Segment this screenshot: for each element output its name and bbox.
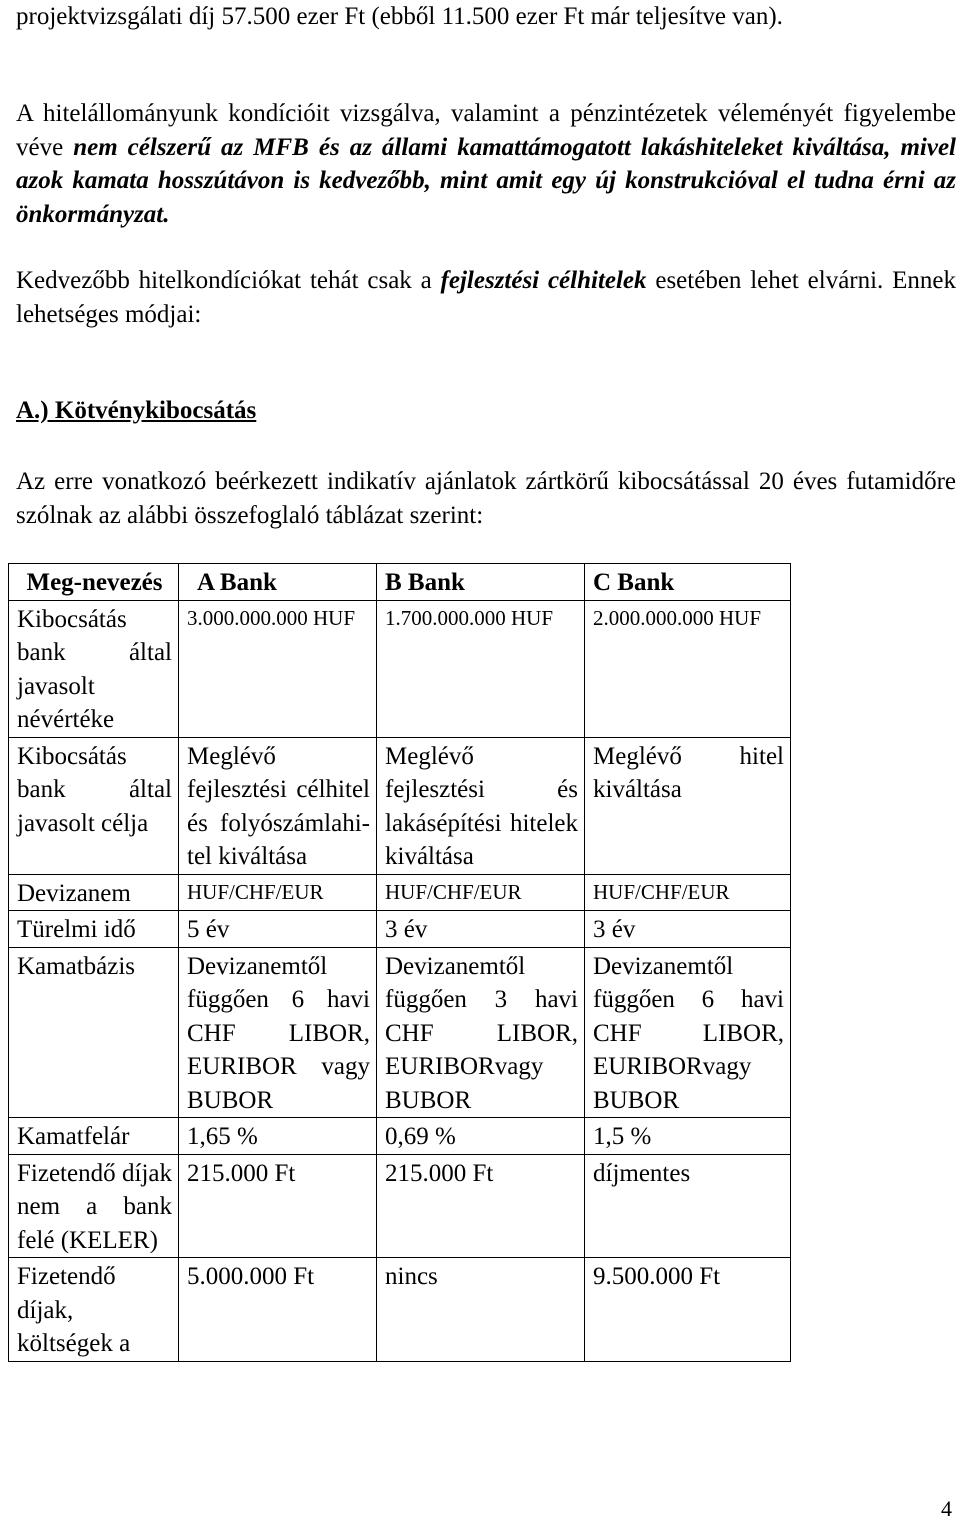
- row-label: Fizetendő díjak nem a bank felé (KELER): [9, 1154, 179, 1258]
- row-label: Kibocsátás bank által javasolt célja: [9, 737, 179, 874]
- table-row: [9, 874, 791, 911]
- table-header-c-bank: C Bank: [585, 564, 791, 601]
- cell-a-bank: 5.000.000 Ft: [179, 1258, 377, 1362]
- row-label: Kamatbázis: [9, 947, 179, 1118]
- page-number: 4: [941, 1496, 952, 1521]
- row-label: Fizetendő díjak, költségek a: [9, 1258, 179, 1362]
- table-row: [9, 1258, 791, 1362]
- intro-paragraph-expectation-emphasis: fejlesztési célhitelek: [440, 267, 647, 294]
- cell-b-bank: 0,69 %: [377, 1118, 585, 1155]
- cell-a-bank: 215.000 Ft: [179, 1154, 377, 1258]
- intro-paragraph-expectation-prefix: Kedvezőbb hitelkondíciókat tehát csak a: [16, 267, 441, 294]
- cell-a-bank: 5 év: [179, 911, 377, 948]
- cell-c-bank: 2.000.000.000 HUF: [585, 600, 791, 737]
- row-label: Türelmi idő: [9, 911, 179, 948]
- intro-paragraph-expectation: [16, 264, 956, 331]
- cell-a-bank: Devizanemtől függően 6 havi CHF LIBOR, EURIBOR vagy BUBOR: [179, 947, 377, 1118]
- cell-b-bank: 215.000 Ft: [377, 1154, 585, 1258]
- cell-a-bank: HUF/CHF/EUR: [179, 874, 377, 911]
- intro-paragraph-conditions-text: A hitelállományunk kondícióit vizsgálva, valamint a pénzintézetek véleményét figyelembe véve: [16, 100, 956, 161]
- cell-c-bank: HUF/CHF/EUR: [585, 874, 791, 911]
- cell-c-bank: Devizanemtől függően 6 havi CHF LIBOR, EURIBORvagy BUBOR: [585, 947, 791, 1118]
- row-label: Kamatfelár: [9, 1118, 179, 1155]
- cell-b-bank: Devizanemtől függően 3 havi CHF LIBOR, EURIBORvagy BUBOR: [377, 947, 585, 1118]
- row-label: Kibocsátás bank által javasolt névértéke: [9, 600, 179, 737]
- table-header-a-bank: A Bank: [179, 564, 377, 601]
- cell-b-bank: HUF/CHF/EUR: [377, 874, 585, 911]
- table-row: [9, 1118, 791, 1155]
- cell-b-bank: 3 év: [377, 911, 585, 948]
- intro-paragraph-continued: projektvizsgálati díj 57.500 ezer Ft (ebből 11.500 ezer Ft már teljesítve van).: [16, 3, 783, 30]
- table-row: [9, 737, 791, 874]
- cell-c-bank: 9.500.000 Ft: [585, 1258, 791, 1362]
- section-paragraph-offers: Az erre vonatkozó beérkezett indikatív ajánlatok zártkörű kibocsátással 20 éves futamidőre szólnak az alábbi összefoglaló táblázat szerint:: [16, 468, 956, 529]
- cell-a-bank: Meglévő fejlesztési célhitel és folyószámlahi-tel kiváltása: [179, 737, 377, 874]
- table-header-b-bank: B Bank: [377, 564, 585, 601]
- cell-b-bank: 1.700.000.000 HUF: [377, 600, 585, 737]
- row-label: Devizanem: [9, 874, 179, 911]
- cell-c-bank: 3 év: [585, 911, 791, 948]
- table-row: [9, 1154, 791, 1258]
- cell-a-bank: 3.000.000.000 HUF: [179, 600, 377, 737]
- table-header-row: [9, 564, 791, 601]
- table-row: [9, 947, 791, 1118]
- cell-c-bank: 1,5 %: [585, 1118, 791, 1155]
- bank-offers-table: [8, 563, 791, 1362]
- cell-c-bank: díjmentes: [585, 1154, 791, 1258]
- table-row: [9, 600, 791, 737]
- section-heading-bond-issue: A.) Kötvénykibocsátás: [16, 397, 257, 424]
- table-row: [9, 911, 791, 948]
- cell-b-bank: nincs: [377, 1258, 585, 1362]
- intro-paragraph-conditions: [16, 97, 956, 231]
- intro-paragraph-conditions-emphasis: nem célszerű az MFB és az állami kamattámogatott lakáshiteleket kiváltása, mivel azok kamata hosszútávon is kedvezőbb, mint amit egy új konstrukcióval el tudna érni az önkormányzat.: [16, 133, 956, 228]
- cell-a-bank: 1,65 %: [179, 1118, 377, 1155]
- table-header-name: Meg-nevezés: [9, 564, 179, 601]
- cell-c-bank: Meglévő hitel kiváltása: [585, 737, 791, 874]
- intro-paragraph-expectation-suffix: esetében lehet elvárni. Ennek lehetséges módjai:: [16, 267, 957, 328]
- cell-b-bank: Meglévő fejlesztési és lakásépítési hitelek kiváltása: [377, 737, 585, 874]
